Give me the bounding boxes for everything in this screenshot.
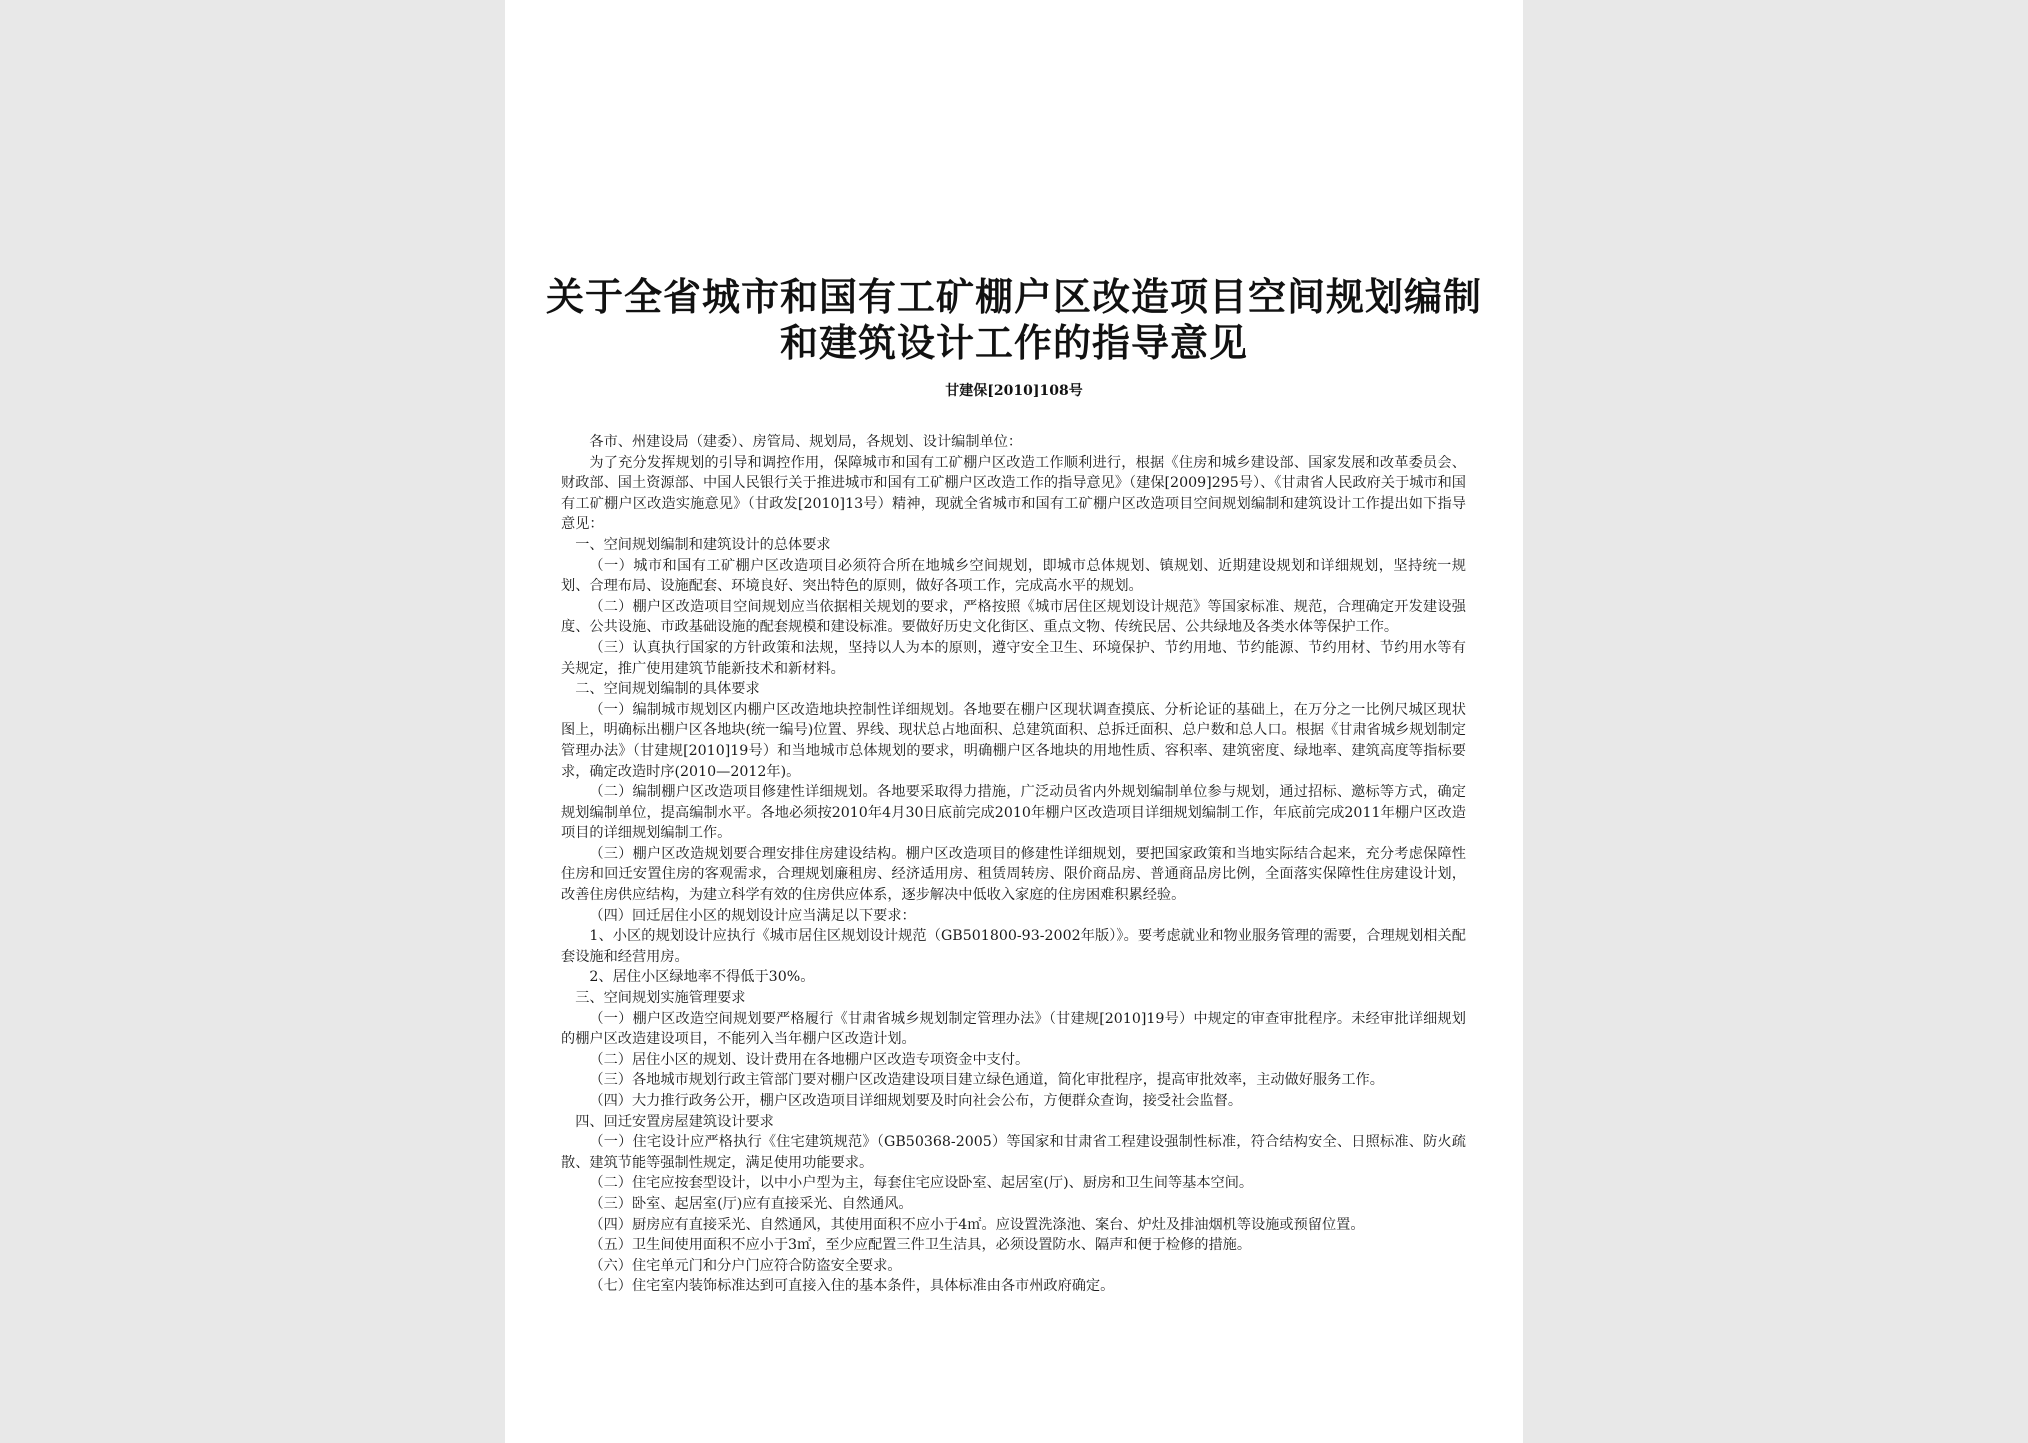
paragraph: （二）住宅应按套型设计，以中小户型为主，每套住宅应设卧室、起居室(厅)、厨房和卫生间等基本空间。 [589, 1175, 1254, 1192]
paragraph: 1、小区的规划设计应执行《城市居住区规划设计规范（GB501800-93-2002年版）》。要考虑就业和物业服务管理的需要，合理规划相关配套设施和经营用房。 [561, 928, 1466, 965]
paragraph: （四）大力推行政务公开，棚户区改造项目详细规划要及时向社会公布，方便群众查询，接受社会监督。 [589, 1093, 1243, 1109]
paragraph: （七）住宅室内装饰标准达到可直接入住的基本条件，具体标准由各市州政府确定。 [589, 1278, 1115, 1295]
section-heading: 四、回迁安置房屋建筑设计要求 [575, 1113, 774, 1130]
paragraph: （二）居住小区的规划、设计费用在各地棚户区改造专项资金中支付。 [589, 1051, 1030, 1068]
paragraph: （二）编制棚户区改造项目修建性详细规划。各地要采取得力措施，广泛动员省内外规划编制单位参与规划，通过招标、邀标等方式，确定规划编制单位，提高编制水平。各地必须按2010年4月30日底前完成2010年棚户区改造项目详细规划编制工作，年底前完成2011年棚户区改造项目的详细规划编制工作。 [561, 784, 1466, 842]
section-heading: 二、空间规划编制的具体要求 [575, 681, 760, 698]
paragraph: （六）住宅单元门和分户门应符合防盗安全要求。 [589, 1257, 902, 1274]
paragraph: （一）编制城市规划区内棚户区改造地块控制性详细规划。各地要在棚户区现状调查摸底、分析论证的基础上，在万分之一比例尺城区现状图上，明确标出棚户区各地块(统一编号)位置、界线、现状总占地面积、总建筑面积、总拆迁面积、总户数和总人口。根据《甘肃省城乡规划制定管理办法》（甘建规[2010]19号）和当地城市总体规划的要求，明确棚户区各地块的用地性质、容积率、建筑密度、绿地率、建筑高度等指标要求，确定改造时序(2010—2012年)。 [561, 701, 1466, 780]
paragraph: （一）棚户区改造空间规划要严格履行《甘肃省城乡规划制定管理办法》（甘建规[2010]19号）中规定的审查审批程序。未经审批详细规划的棚户区改造建设项目，不能列入当年棚户区改造计划。 [561, 1010, 1466, 1048]
document-page [505, 0, 1523, 1443]
section-heading: 一、空间规划编制和建筑设计的总体要求 [575, 536, 831, 553]
paragraph: （三）棚户区改造规划要合理安排住房建设结构。棚户区改造项目的修建性详细规划，要把国家政策和当地实际结合起来，充分考虑保障性住房和回迁安置住房的客观需求，合理规划廉租房、经济适用房、租赁周转房、限价商品房、普通商品房比例，全面落实保障性住房建设计划，改善住房供应结构，为建立科学有效的住房供应体系，逐步解决中低收入家庭的住房困难积累经验。 [561, 845, 1466, 904]
paragraph: （三）各地城市规划行政主管部门要对棚户区改造建设项目建立绿色通道，简化审批程序，提高审批效率，主动做好服务工作。 [589, 1072, 1384, 1089]
document-number: 甘建保[2010]108号 [945, 383, 1083, 399]
paragraph: （五）卫生间使用面积不应小于3㎡，至少应配置三件卫生洁具，必须设置防水、隔声和便于检修的措施。 [589, 1237, 1252, 1254]
paragraph: （一）城市和国有工矿棚户区改造项目必须符合所在地城乡空间规划，即城市总体规划、镇规划、近期建设规划和详细规划，坚持统一规划、合理布局、设施配套、环境良好、突出特色的原则，做好各项工作，完成高水平的规划。 [561, 557, 1466, 595]
section-heading: 三、空间规划实施管理要求 [575, 990, 746, 1007]
paragraph: （四）厨房应有直接采光、自然通风，其使用面积不应小于4㎡。应设置洗涤池、案台、炉灶及排油烟机等设施或预留位置。 [589, 1216, 1365, 1233]
paragraph: 各市、州建设局（建委）、房管局、规划局，各规划、设计编制单位： [589, 434, 1023, 450]
paragraph: （三）认真执行国家的方针政策和法规，坚持以人为本的原则，遵守安全卫生、环境保护、节约用地、节约能源、节约用材、节约用水等有关规定，推广使用建筑节能新技术和新材料。 [561, 639, 1466, 677]
paragraph: 2、居住小区绿地率不得低于30%。 [589, 969, 815, 986]
paragraph: （一）住宅设计应严格执行《住宅建筑规范》（GB50368-2005）等国家和甘肃省工程建设强制性标准，符合结构安全、日照标准、防火疏散、建筑节能等强制性规定，满足使用功能要求。 [561, 1134, 1466, 1171]
document-title-line-1: 关于全省城市和国有工矿棚户区改造项目空间规划编制 [545, 274, 1482, 319]
paragraph: （二）棚户区改造项目空间规划应当依据相关规划的要求，严格按照《城市居住区规划设计规范》等国家标准、规范，合理确定开发建设强度、公共设施、市政基础设施的配套规模和建设标准。要做好历史文化街区、重点文物、传统民居、公共绿地及各类水体等保护工作。 [561, 598, 1466, 636]
paragraph: （四）回迁居住小区的规划设计应当满足以下要求： [589, 907, 916, 924]
paragraph: （三）卧室、起居室(厅)应有直接采光、自然通风。 [589, 1195, 913, 1212]
document-title-line-2: 和建筑设计工作的指导意见 [779, 320, 1248, 365]
paragraph: 为了充分发挥规划的引导和调控作用，保障城市和国有工矿棚户区改造工作顺利进行，根据《住房和城乡建设部、国家发展和改革委员会、财政部、国土资源部、中国人民银行关于推进城市和国有工矿棚户区改造工作的指导意见》（建保[2009]295号）、《甘肃省人民政府关于城市和国有工矿棚户区改造实施意见》（甘政发[2010]13号）精神，现就全省城市和国有工矿棚户区改造项目空间规划编制和建筑设计工作提出如下指导意见： [561, 454, 1466, 533]
document-body [561, 432, 1466, 1297]
